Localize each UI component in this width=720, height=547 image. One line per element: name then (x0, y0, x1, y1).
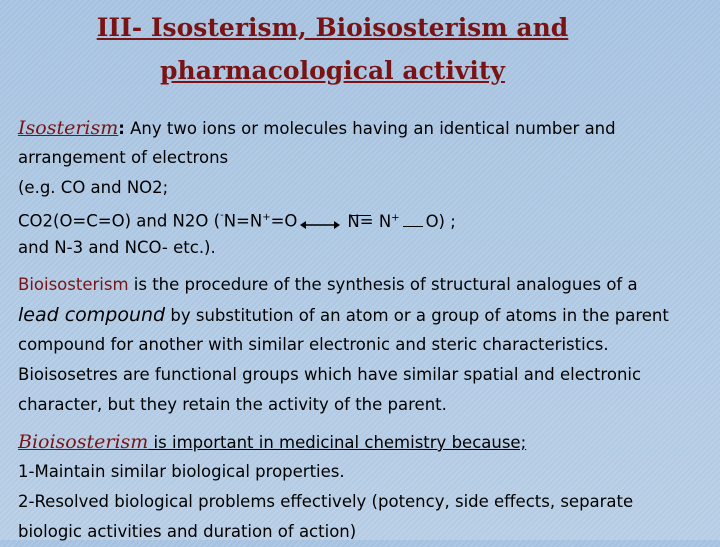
lone-pair-bar-2 (403, 226, 423, 227)
n2o-structure-b-end: O) ; (425, 211, 456, 231)
title-line-2: pharmacological activity (160, 56, 505, 85)
isosterism-line-5: and N-3 and NCO- etc.). (18, 238, 216, 257)
bioisosterism-term: Bioisosterism (18, 275, 129, 294)
bioisosterism-text-1: is the procedure of the synthesis of structural analogues of a (128, 275, 638, 294)
isosterism-colon: : (118, 119, 125, 138)
importance-term: Bioisosterism (18, 431, 149, 453)
plus-charge-a: + (262, 212, 271, 223)
bioisosterism-line-5: character, but they retain the activity of the parent. (18, 395, 447, 414)
bioisosterism-line-3: compound for another with similar electronic and steric characteristics. (18, 335, 609, 354)
title-line-1: III- Isosterism, Bioisosterism and (96, 13, 569, 42)
importance-paragraph (18, 427, 633, 547)
n2o-structure-b (347, 212, 455, 231)
bioisosterism-paragraph (18, 270, 669, 420)
minus-charge: - (220, 210, 224, 221)
n2o-structure-a: N=N (223, 211, 263, 231)
importance-item-2: 2-Resolved biological problems effectively (potency, side effects, separate (18, 492, 634, 511)
isosterism-term: Isosterism (18, 117, 119, 139)
lead-compound: lead compound (18, 304, 166, 326)
bioisosterism-line-4: Bioisosetres are functional groups which have similar spatial and electronic (18, 365, 642, 384)
n2o-formula-start: CO2(O=C=O) and N2O ( (18, 211, 221, 231)
plus-charge-b: + (391, 212, 400, 223)
bioisosterism-text-2: by substitution of an atom or a group of atoms in the parent (165, 306, 669, 325)
n2o-structure-b-text: N= N (347, 211, 392, 231)
importance-item-3: biologic activities and duration of action) (18, 522, 357, 541)
importance-item-1: 1-Maintain similar biological properties. (18, 462, 345, 481)
isosterism-line-4 (18, 203, 616, 233)
bioisosterism-line-1 (18, 270, 669, 300)
isosterism-line-3: (e.g. CO and NO2; (18, 178, 169, 197)
bioisosterism-line-2 (18, 300, 669, 330)
importance-line-1 (18, 427, 633, 457)
isosterism-line-1 (18, 113, 616, 143)
slide-title (0, 6, 665, 92)
double-arrow-icon (300, 219, 340, 231)
n2o-structure-a-end: =O (270, 211, 298, 231)
lone-pair-bar (349, 215, 371, 216)
isosterism-paragraph (18, 113, 616, 263)
isosterism-definition: Any two ions or molecules having an identical number and (124, 119, 616, 138)
isosterism-line-2: arrangement of electrons (18, 148, 229, 167)
importance-text: is important in medicinal chemistry because; (148, 433, 527, 452)
